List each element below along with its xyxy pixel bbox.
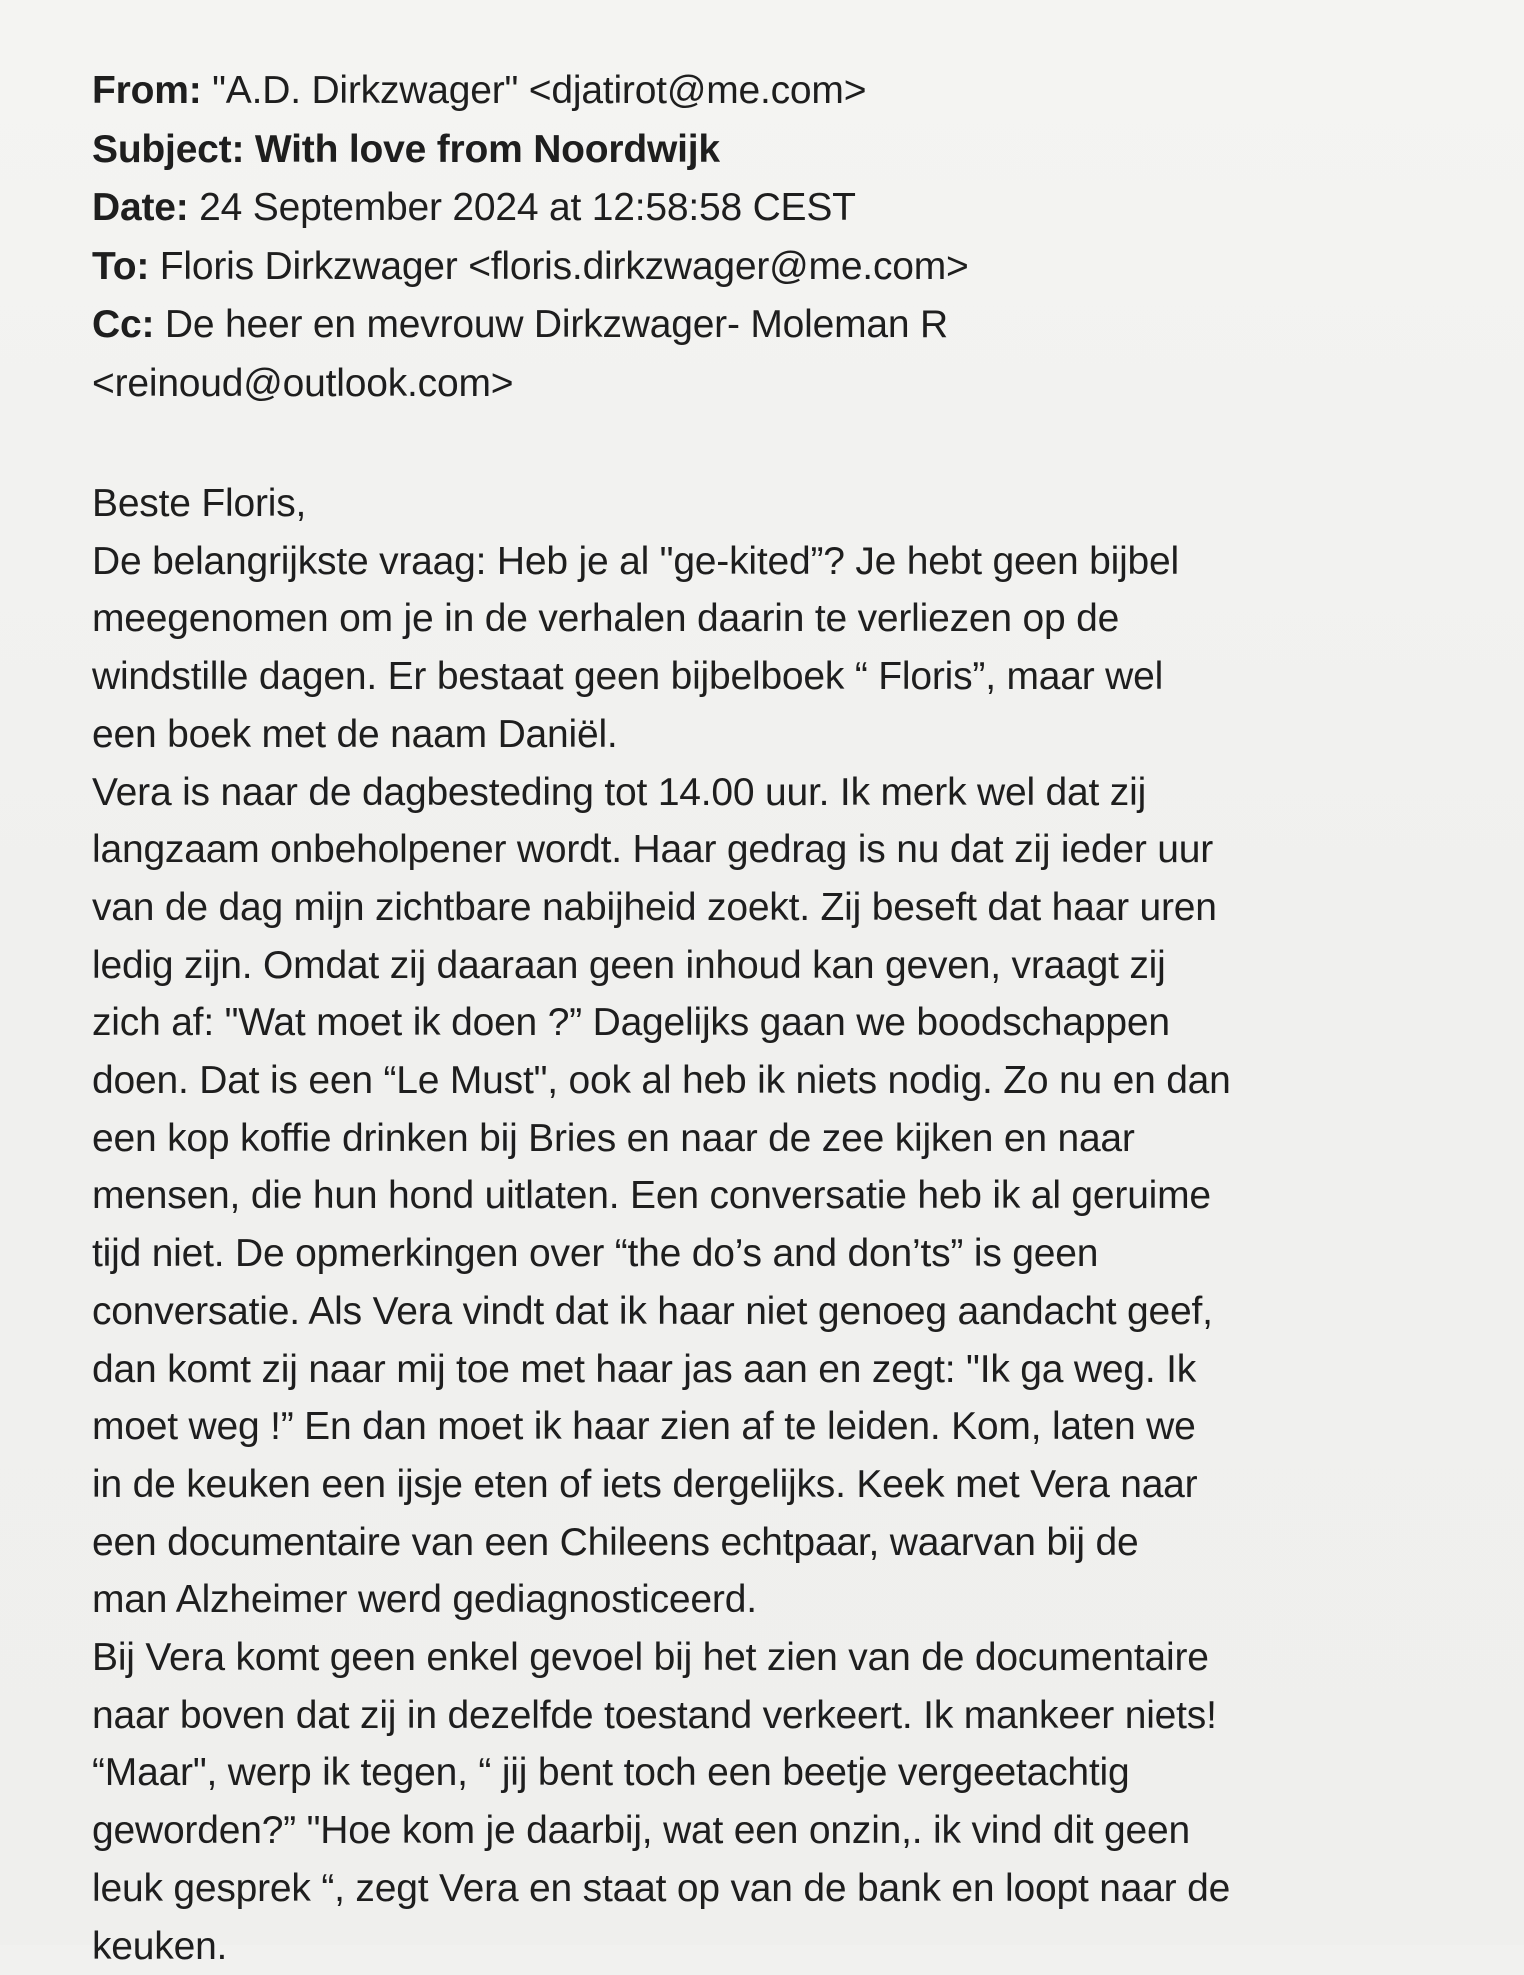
body-line: De belangrijkste vraag: Heb je al "ge-kited”? Je hebt geen bijbel — [92, 539, 1179, 583]
date-line — [92, 179, 1444, 238]
body-line: dan komt zij naar mij toe met haar jas aan en zegt: "Ik ga weg. Ik — [92, 1347, 1197, 1391]
body-line: een documentaire van een Chileens echtpaar, waarvan bij de — [92, 1520, 1139, 1564]
body-line: een boek met de naam Daniël. — [92, 712, 618, 756]
email-body — [92, 475, 1444, 1975]
cc-value-continued: <reinoud@outlook.com> — [92, 361, 514, 405]
body-line: een kop koffie drinken bij Bries en naar de zee kijken en naar — [92, 1116, 1135, 1160]
body-line: in de keuken een ijsje eten of iets dergelijks. Keek met Vera naar — [92, 1462, 1198, 1506]
body-line: keuken. — [92, 1924, 228, 1968]
body-line: “Maar", werp ik tegen, “ jij bent toch een beetje vergeetachtig — [92, 1751, 1130, 1795]
email-header — [92, 62, 1444, 413]
to-value: Floris Dirkzwager <floris.dirkzwager@me.com> — [159, 244, 969, 288]
cc-value: De heer en mevrouw Dirkzwager- Moleman R — [164, 303, 948, 346]
date-value: 24 September 2024 at 12:58:58 CEST — [199, 186, 856, 229]
body-line: meegenomen om je in de verhalen daarin te verliezen op de — [92, 597, 1120, 641]
to-label: To: — [92, 244, 150, 288]
subject-label: Subject: — [92, 127, 245, 171]
date-label: Date: — [92, 186, 189, 229]
from-line — [92, 62, 1444, 121]
body-line: geworden?” "Hoe kom je daarbij, wat een onzin,. ik vind dit geen — [92, 1809, 1191, 1853]
body-line: Vera is naar de dagbesteding tot 14.00 uur. Ik merk wel dat zij — [92, 770, 1147, 814]
subject-line — [92, 121, 1444, 180]
body-line: moet weg !” En dan moet ik haar zien af te leiden. Kom, laten we — [92, 1405, 1196, 1449]
body-line: Beste Floris, — [92, 482, 307, 525]
header-body-gap — [92, 413, 1444, 475]
body-line: conversatie. Als Vera vindt dat ik haar niet genoeg aandacht geef, — [92, 1289, 1213, 1333]
body-line: naar boven dat zij in dezelfde toestand verkeert. Ik mankeer niets! — [92, 1693, 1217, 1737]
body-line: tijd niet. De opmerkingen over “the do’s and don’ts” is geen — [92, 1232, 1099, 1276]
cc-line — [92, 296, 1444, 355]
body-line: mensen, die hun hond uitlaten. Een conversatie heb ik al geruime — [92, 1174, 1211, 1218]
cc-line-continued — [92, 355, 1444, 414]
body-line: van de dag mijn zichtbare nabijheid zoekt. Zij beseft dat haar uren — [92, 885, 1217, 929]
body-line: doen. Dat is een “Le Must", ook al heb ik niets nodig. Zo nu en dan — [92, 1059, 1231, 1103]
body-line: windstille dagen. Er bestaat geen bijbelboek “ Floris”, maar wel — [92, 655, 1164, 699]
from-label: From: — [92, 69, 202, 112]
body-line: ledig zijn. Omdat zij daaraan geen inhoud kan geven, vraagt zij — [92, 943, 1166, 987]
body-line: zich af: "Wat moet ik doen ?” Dagelijks gaan we boodschappen — [92, 1001, 1170, 1045]
body-line: Bij Vera komt geen enkel gevoel bij het zien van de documentaire — [92, 1636, 1209, 1680]
subject-value: With love from Noordwijk — [254, 127, 720, 171]
from-value: "A.D. Dirkzwager" <djatirot@me.com> — [212, 69, 867, 112]
body-line: leuk gesprek “, zegt Vera en staat op van de bank en loopt naar de — [92, 1866, 1231, 1910]
cc-label: Cc: — [92, 303, 155, 346]
to-line — [92, 238, 1444, 297]
body-line: langzaam onbeholpener wordt. Haar gedrag is nu dat zij ieder uur — [92, 828, 1214, 872]
body-line: man Alzheimer werd gediagnosticeerd. — [92, 1578, 757, 1622]
